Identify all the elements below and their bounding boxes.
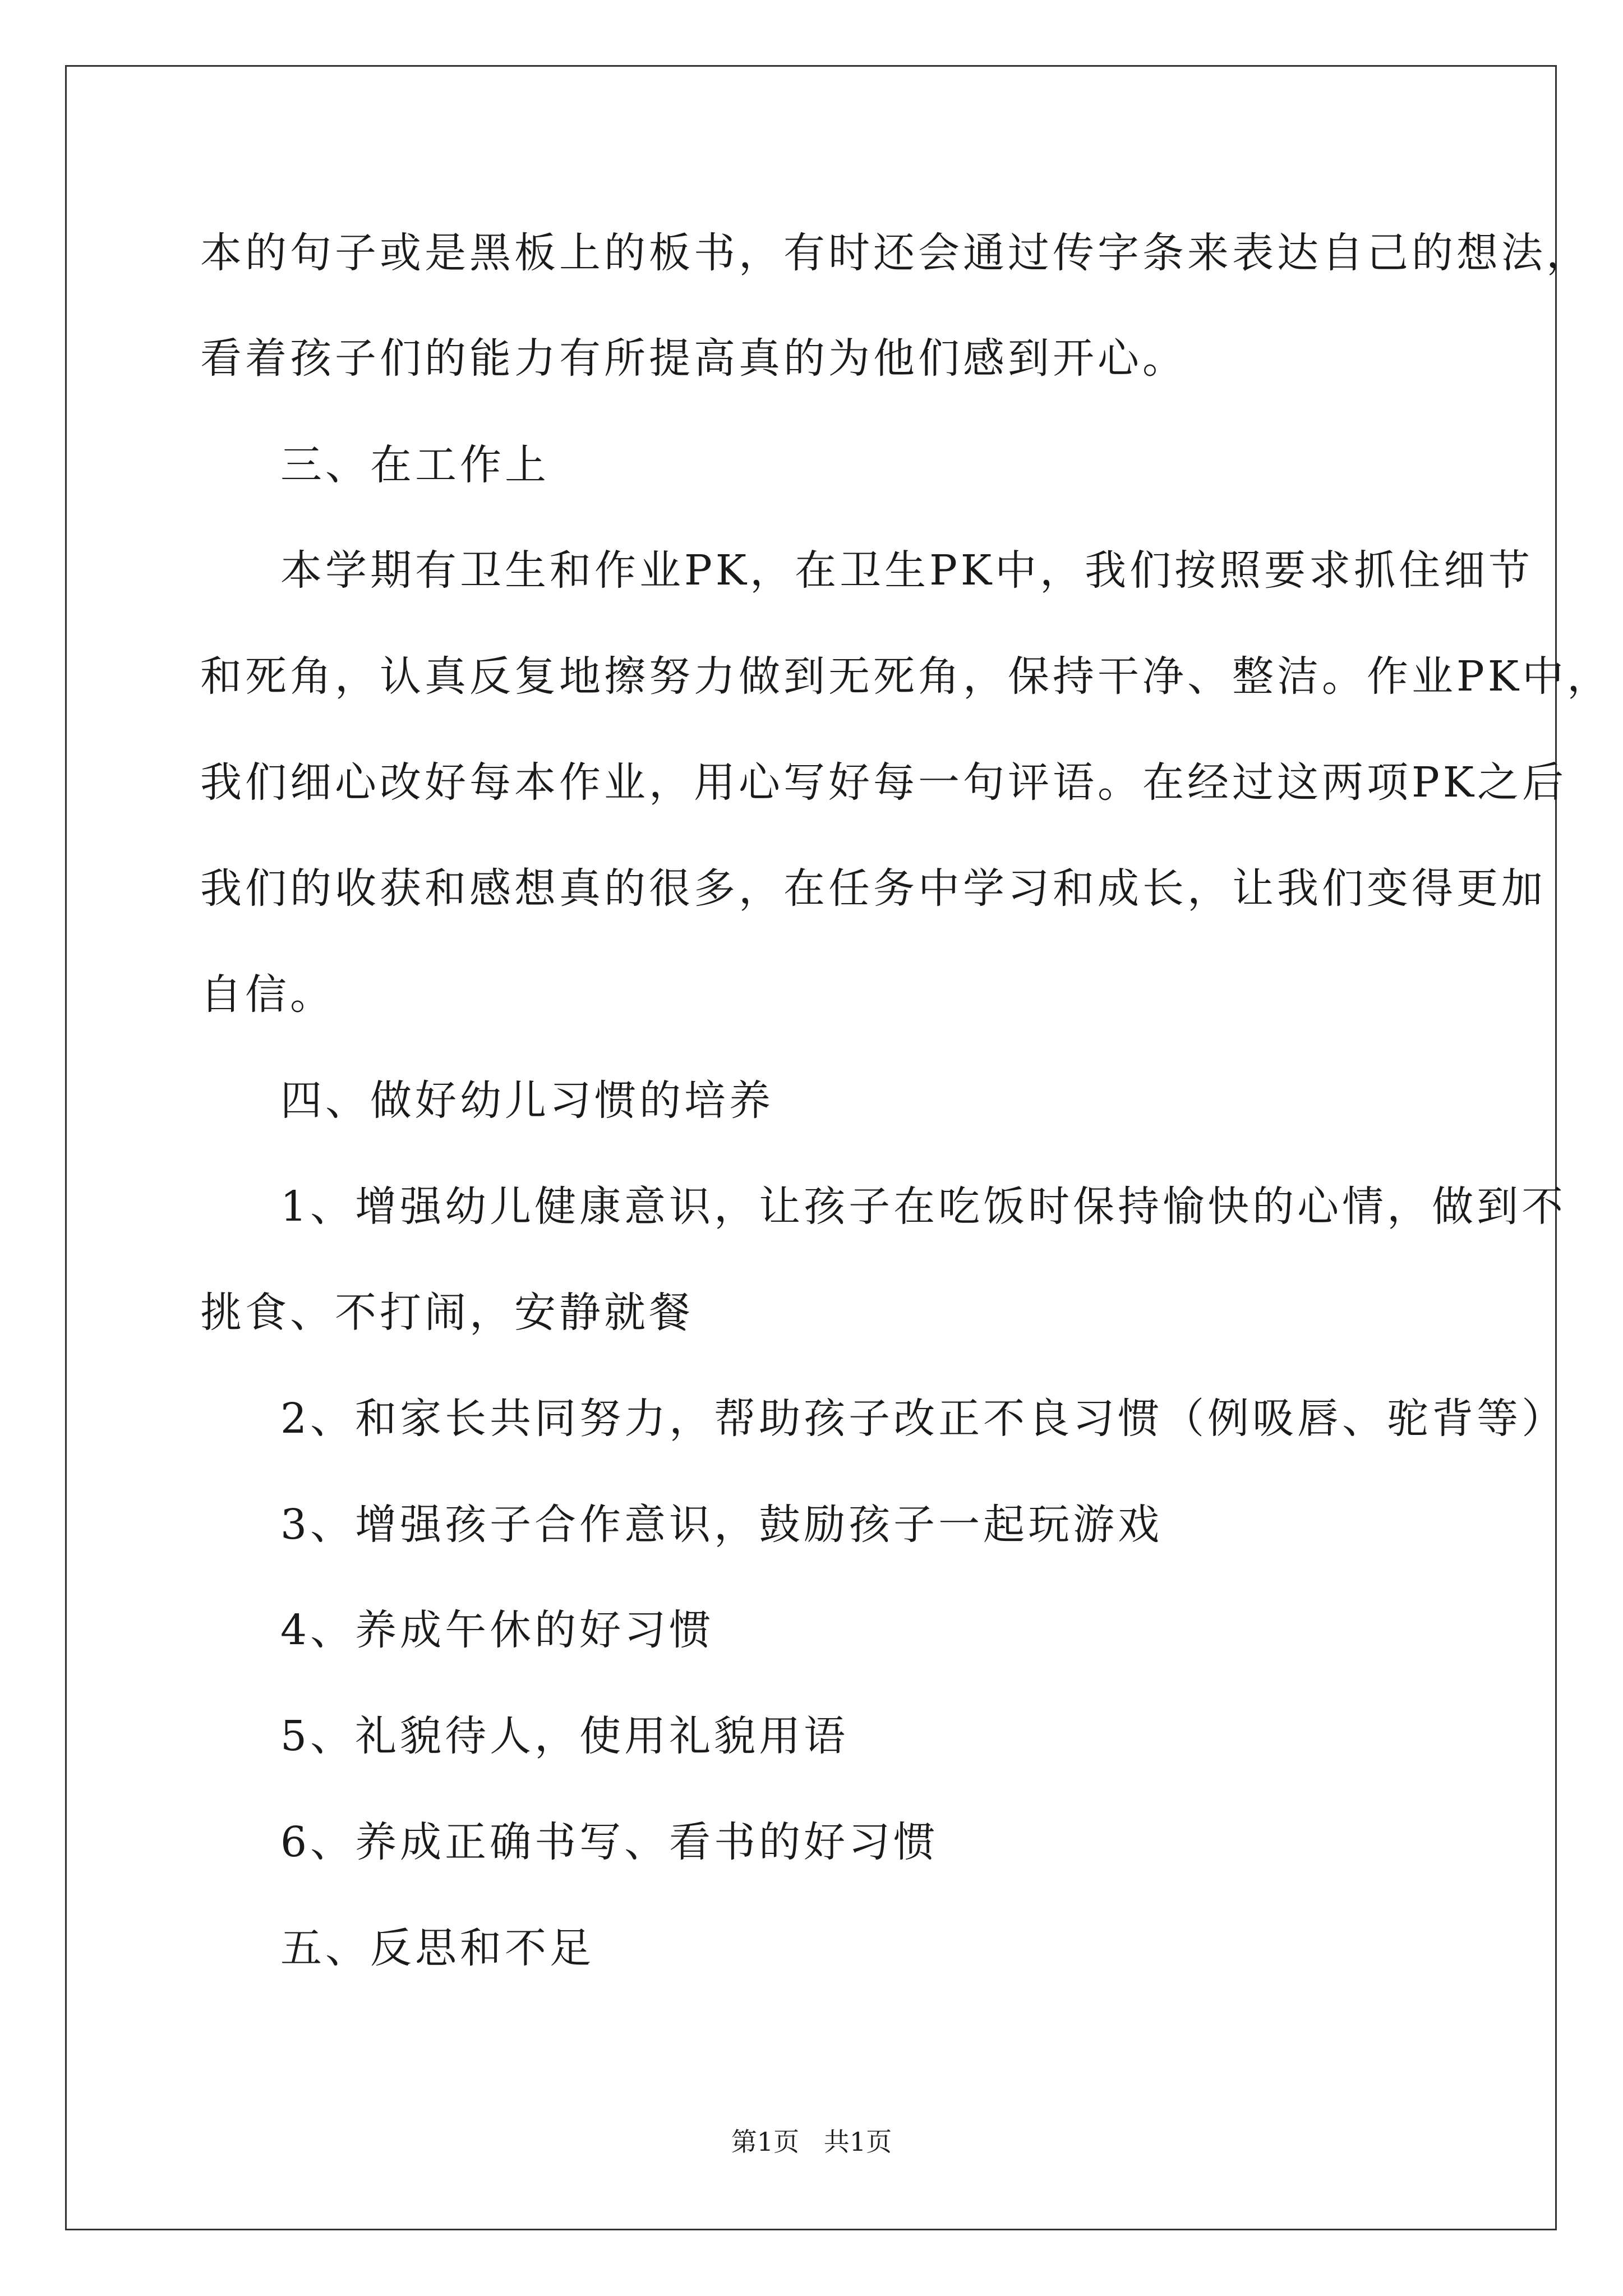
body-line-2: 看着孩子们的能力有所提高真的为他们感到开心。 (200, 334, 1187, 383)
list-item-1-continued: 挑食、不打闹，安静就餐 (200, 1289, 694, 1337)
list-item-6: 6、养成正确书写、看书的好习惯 (280, 1818, 939, 1866)
body-line-8: 自信。 (200, 970, 335, 1019)
body-line-6: 我们细心改好每本作业，用心写好每一句评语。在经过这两项PK之后 (200, 758, 1567, 807)
page-footer: 第1页 共1页 (731, 2127, 892, 2157)
section-heading-5: 五、反思和不足 (280, 1924, 594, 1972)
list-item-2: 2、和家长共同努力，帮助孩子改正不良习惯（例吸唇、驼背等） (280, 1395, 1567, 1443)
list-item-4: 4、养成午休的好习惯 (280, 1606, 714, 1654)
list-item-5: 5、礼貌待人，使用礼貌用语 (280, 1712, 849, 1760)
body-line-1: 本的句子或是黑板上的板书，有时还会通过传字条来表达自己的想法， (200, 229, 1591, 277)
page-frame (65, 65, 1557, 2230)
body-line-4: 本学期有卫生和作业PK，在卫生PK中，我们按照要求抓住细节 (280, 546, 1534, 595)
section-heading-3: 三、在工作上 (280, 441, 550, 489)
section-heading-4: 四、做好幼儿习惯的培养 (280, 1076, 774, 1125)
list-item-3: 3、增强孩子合作意识，鼓励孩子一起玩游戏 (280, 1501, 1163, 1549)
body-line-7: 我们的收获和感想真的很多，在任务中学习和成长，让我们变得更加 (200, 864, 1546, 913)
body-line-5: 和死角，认真反复地擦努力做到无死角，保持干净、整洁。作业PK中， (200, 652, 1612, 701)
list-item-1: 1、增强幼儿健康意识，让孩子在吃饭时保持愉快的心情，做到不 (280, 1182, 1567, 1231)
